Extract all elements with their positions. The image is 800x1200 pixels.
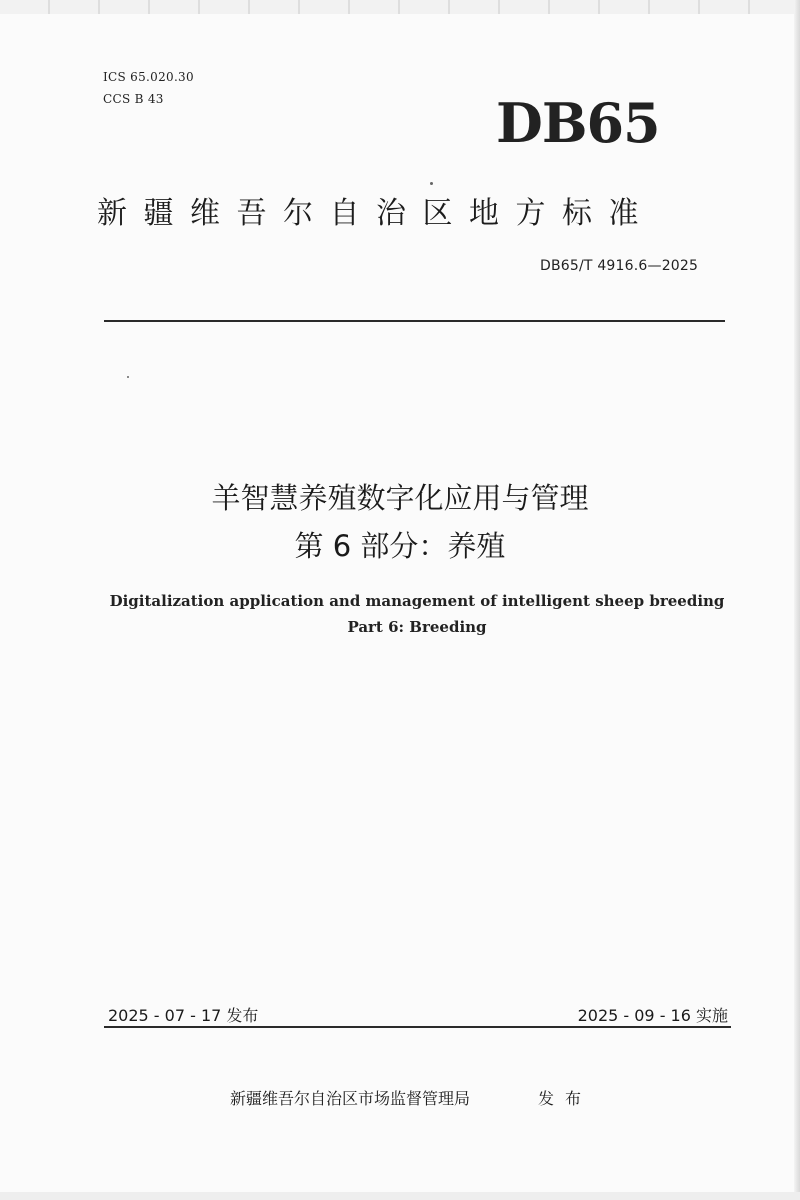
implementation-date: 2025 - 09 - 16 实施 xyxy=(577,1006,728,1025)
english-title-line-2: Part 6: Breeding xyxy=(347,618,487,636)
scan-speck xyxy=(430,182,433,185)
issue-date: 2025 - 07 - 17 发布 xyxy=(108,1006,259,1025)
standard-category-title: 新疆维吾尔自治区地方标准 xyxy=(97,196,655,231)
standard-number: DB65/T 4916.6—2025 xyxy=(540,258,699,274)
ccs-code: CCS B 43 xyxy=(103,92,164,106)
chinese-title-line-2: 第 6 部分：养殖 xyxy=(294,529,506,563)
header-divider xyxy=(104,320,725,322)
publisher-name: 新疆维吾尔自治区市场监督管理局 xyxy=(230,1089,471,1108)
scan-speck xyxy=(127,376,129,378)
footer-divider xyxy=(104,1026,731,1028)
db65-logo: DB65 xyxy=(496,91,660,155)
english-title-line-1: Digitalization application and management of intelligent sheep breeding xyxy=(109,592,725,610)
ics-code: ICS 65.020.30 xyxy=(103,70,194,84)
scan-edge-bottom xyxy=(0,1192,800,1200)
chinese-title-line-1: 羊智慧养殖数字化应用与管理 xyxy=(211,481,589,515)
scan-edge-top xyxy=(0,0,800,14)
publish-label: 发布 xyxy=(538,1089,593,1108)
